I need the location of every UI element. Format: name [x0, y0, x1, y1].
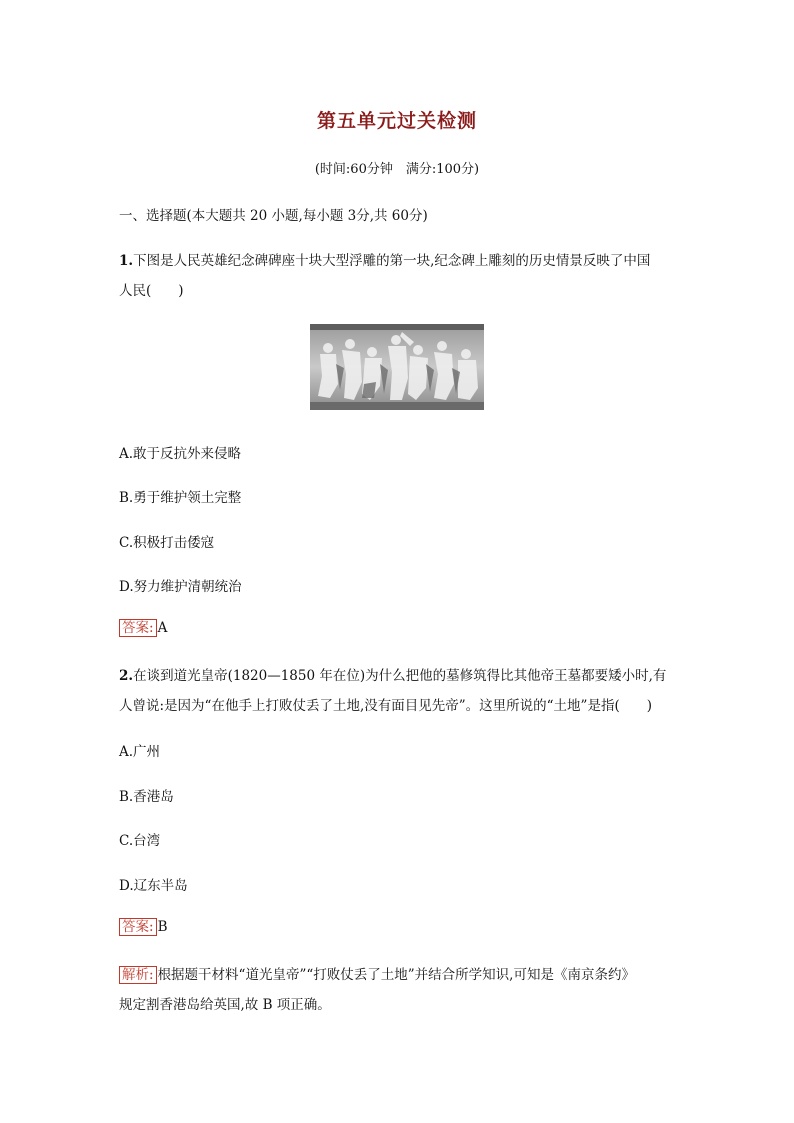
question-number: 2.: [119, 668, 134, 684]
answer-row-1: [119, 619, 167, 637]
option-b: B.勇于维护领土完整: [119, 490, 242, 506]
question-1-stem: [119, 249, 650, 269]
analysis-text-cont: 规定割香港岛给英国,故 B 项正确。: [119, 997, 331, 1013]
answer-value: A: [157, 620, 168, 636]
page-title: 第五单元过关检测: [316, 110, 477, 132]
option-d: D.辽东半岛: [119, 878, 188, 894]
option-a: A.敢于反抗外来侵略: [119, 446, 242, 462]
question-2-stem-cont: 人曾说:是因为“在他手上打败仗丢了土地,没有面目见先帝”。这里所说的“土地”是指( ): [119, 698, 652, 714]
option-a: A.广州: [119, 744, 161, 760]
question-1-stem-cont: 人民( ): [119, 283, 184, 299]
option-b: B.香港岛: [119, 789, 174, 805]
question-text: 下图是人民英雄纪念碑碑座十块大型浮雕的第一块,纪念碑上雕刻的历史情景反映了中国: [133, 253, 651, 269]
option-d: D.努力维护清朝统治: [119, 579, 242, 595]
answer-tag: 答案:: [119, 918, 157, 936]
analysis-tag: 解析:: [119, 966, 157, 984]
option-c: C.台湾: [119, 833, 161, 849]
question-number: 1.: [119, 253, 134, 269]
analysis-row: [119, 963, 635, 984]
analysis-text: 根据题干材料“道光皇帝”“打败仗丢了土地”并结合所学知识,可知是《南京条约》: [157, 967, 635, 983]
exam-time-score: (时间:60分钟 满分:100分): [314, 162, 480, 177]
answer-tag: 答案:: [119, 619, 157, 637]
relief-sculpture-icon: [310, 324, 484, 410]
answer-row-2: [119, 918, 167, 936]
question-2-stem: [119, 664, 666, 684]
option-c: C.积极打击倭寇: [119, 535, 215, 551]
section-heading: 一、选择题(本大题共 20 小题,每小题 3分,共 60分): [119, 208, 428, 224]
answer-value: B: [157, 919, 168, 935]
question-text: 在谈到道光皇帝(1820—1850 年在位)为什么把他的墓修筑得比其他帝王墓都要矮小时,有: [133, 668, 667, 684]
